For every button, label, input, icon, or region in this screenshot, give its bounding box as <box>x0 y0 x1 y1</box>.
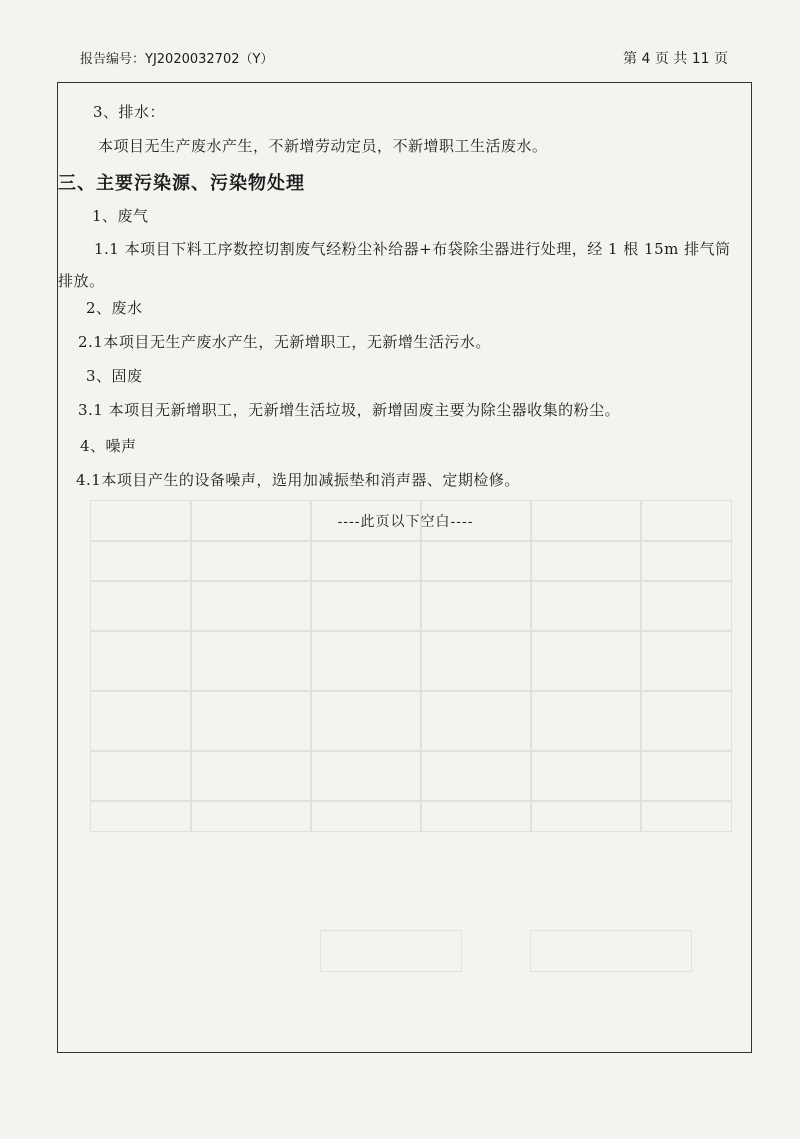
blank-note: ----此页以下空白---- <box>337 514 474 530</box>
section-title: 三、主要污染源、污染物处理 <box>58 173 305 194</box>
noise-heading: 4、噪声 <box>80 437 137 455</box>
water-heading: 2、废水 <box>86 299 143 317</box>
content-frame <box>57 82 752 1053</box>
solid-heading: 3、固废 <box>86 367 143 385</box>
gas-heading: 1、废气 <box>92 207 149 225</box>
noise-text: 4.1本项目产生的设备噪声，选用加减振垫和消声器、定期检修。 <box>76 471 520 489</box>
gas-text: 1.1 本项目下料工序数控切割废气经粉尘补给器+布袋除尘器进行处理，经 1 根 15m 排气筒排放。 <box>58 240 731 290</box>
water-text: 2.1本项目无生产废水产生，无新增职工，无新增生活污水。 <box>78 333 491 351</box>
report-number: 报告编号：YJ2020032702（Y） <box>80 52 274 67</box>
page-number: 第 4 页 共 11 页 <box>623 51 728 67</box>
page-header <box>80 44 728 68</box>
solid-text: 3.1 本项目无新增职工，无新增生活垃圾，新增固废主要为除尘器收集的粉尘。 <box>78 401 621 419</box>
drainage-heading: 3、排水： <box>93 103 166 121</box>
drainage-text: 本项目无生产废水产生，不新增劳动定员，不新增职工生活废水。 <box>98 137 548 155</box>
